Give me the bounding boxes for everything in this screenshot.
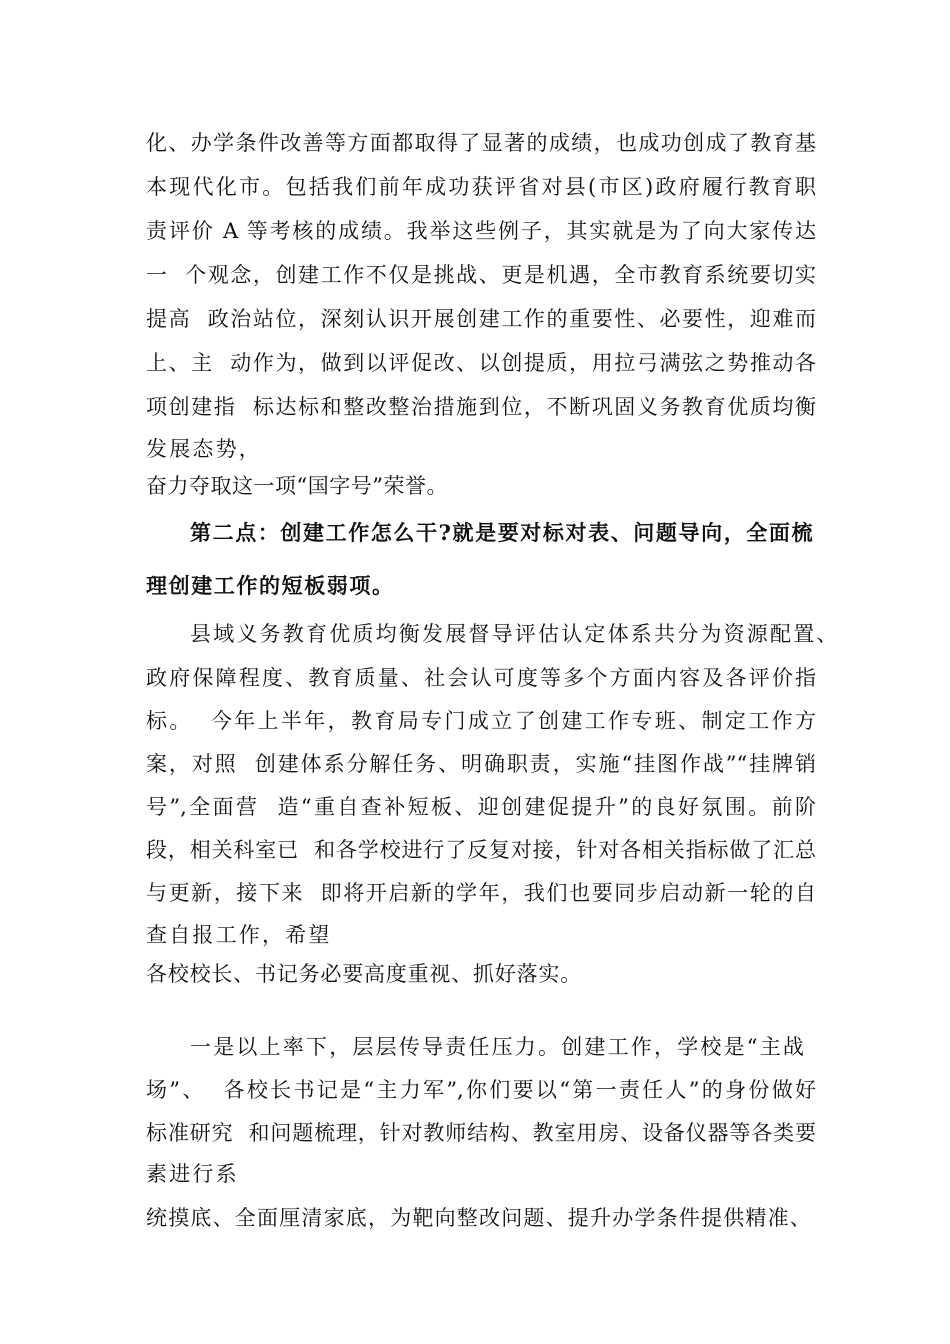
body-line: 一是以上率下，层层传导责任压力。创建工作，学校是“主战 [190,1035,807,1059]
section-heading-line: 理创建工作的短板弱项。 [146,573,395,598]
body-line: 县域义务教育优质均衡发展督导评估认定体系共分为资源配置、 [190,622,840,646]
body-line: 段，相关科室已 和各学校进行了反复对接，针对各相关指标做了汇总 [146,838,816,862]
body-line: 奋力夺取这一项“国字号”荣誉。 [146,474,448,498]
body-line: 统摸底、全面厘清家底，为靶向整改问题、提升办学条件提供精准、 [146,1206,812,1230]
body-line: 与更新，接下来 即将开启新的学年，我们也要同步启动新一轮的自 [146,881,816,905]
body-line: 项创建指 标达标和整改整治措施到位，不断巩固义务教育优质均衡 [146,395,816,419]
section-heading-line: 第二点：创建工作怎么干?就是要对标对表、问题导向，全面梳 [190,520,815,545]
body-line: 案，对照 创建体系分解任务、明确职责，实施“挂图作战”“挂牌销 [146,752,816,776]
body-line: 本现代化市。包括我们前年成功获评省对县(市区)政府履行教育职 [146,175,816,199]
body-line: 场”、 各校长书记是“主力军”,你们要以“第一责任人”的身份做好 [146,1078,816,1102]
body-line: 标。 今年上半年，教育局专门成立了创建工作专班、制定工作方 [146,709,816,733]
body-line: 提高 政治站位，深刻认识开展创建工作的重要性、必要性，迎难而 [146,307,816,331]
body-line: 素进行系 [146,1162,239,1186]
body-line: 查自报工作，希望 [146,923,332,947]
body-line: 一 个观念，创建工作不仅是挑战、更是机遇，全市教育系统要切实 [146,263,816,287]
body-line: 标准研究 和问题梳理，针对教师结构、教室用房、设备仪器等各类要 [146,1121,816,1145]
body-line: 政府保障程度、教育质量、社会认可度等多个方面内容及各评价指 [146,666,816,690]
body-line: 化、办学条件改善等方面都取得了显著的成绩，也成功创成了教育基 [146,131,816,155]
body-line: 责评价 A 等考核的成绩。我举这些例子，其实就是为了向大家传达 [146,219,816,243]
body-line: 号”,全面营 造“重自查补短板、迎创建促提升”的良好氛围。前阶 [146,795,816,819]
body-line: 上、主 动作为，做到以评促改、以创提质，用拉弓满弦之势推动各 [146,351,816,375]
body-line: 各校校长、书记务必要高度重视、抓好落实。 [146,962,582,986]
body-line: 发展态势， [146,437,262,461]
